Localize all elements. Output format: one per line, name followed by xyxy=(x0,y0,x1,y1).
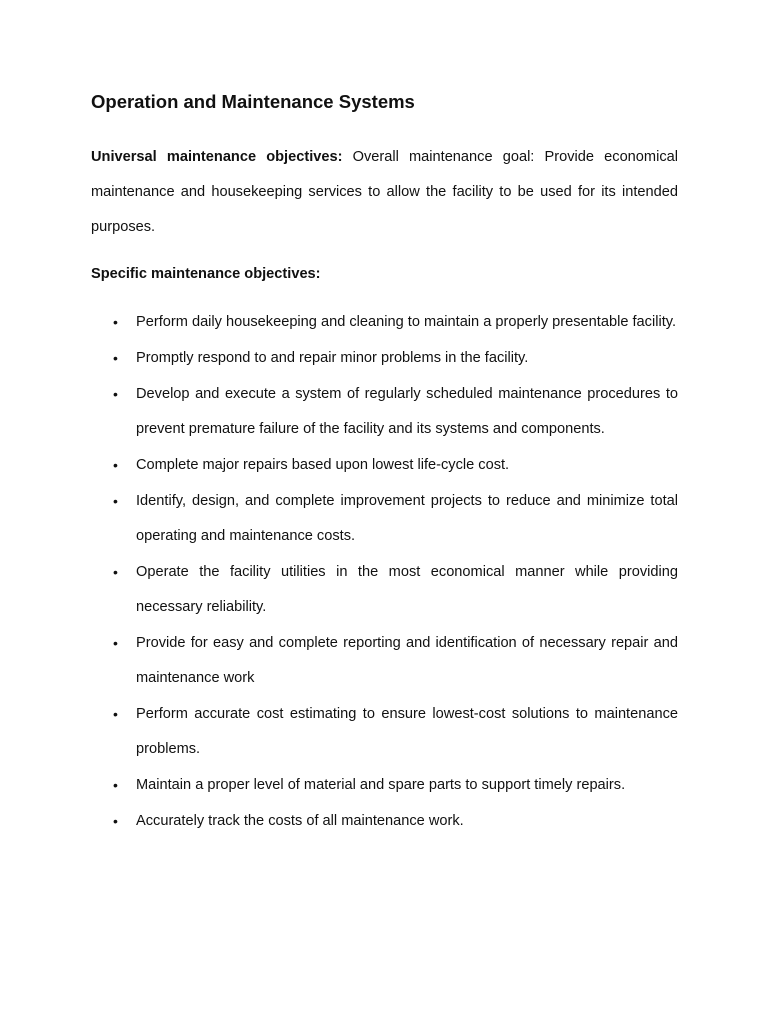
universal-objectives-text: Overall maintenance goal: Provide economical maintenance and housekeeping services to allow the facility to be used for its intended purposes. xyxy=(91,149,678,235)
bullet-icon: • xyxy=(113,635,118,651)
list-item xyxy=(91,305,678,340)
list-item xyxy=(91,484,678,554)
list-item xyxy=(91,768,678,803)
bullet-icon: • xyxy=(113,706,118,722)
bullet-icon: • xyxy=(113,813,118,829)
list-item xyxy=(91,804,678,839)
list-item xyxy=(91,626,678,696)
objective-text: Provide for easy and complete reporting and identification of necessary repair and maintenance work xyxy=(136,635,678,686)
objective-text: Accurately track the costs of all maintenance work. xyxy=(136,813,464,829)
list-item xyxy=(91,555,678,625)
bullet-icon: • xyxy=(113,777,118,793)
universal-objectives-paragraph xyxy=(91,140,678,245)
objectives-list xyxy=(91,305,678,840)
objective-text: Perform daily housekeeping and cleaning to maintain a properly presentable facility. xyxy=(136,314,677,330)
document-title: Operation and Maintenance Systems xyxy=(91,91,415,112)
objective-text: Operate the facility utilities in the most economical manner while providing necessary reliability. xyxy=(136,564,678,615)
bullet-icon: • xyxy=(113,386,118,402)
objective-text: Maintain a proper level of material and spare parts to support timely repairs. xyxy=(136,777,626,793)
bullet-icon: • xyxy=(113,493,118,509)
objective-text: Promptly respond to and repair minor problems in the facility. xyxy=(136,350,529,366)
bullet-icon: • xyxy=(113,564,118,580)
objective-text: Complete major repairs based upon lowest life-cycle cost. xyxy=(136,457,510,473)
objective-text: Perform accurate cost estimating to ensure lowest-cost solutions to maintenance problems. xyxy=(136,706,678,757)
specific-objectives-heading: Specific maintenance objectives: xyxy=(91,266,321,282)
list-item xyxy=(91,697,678,767)
bullet-icon: • xyxy=(113,314,118,330)
list-item xyxy=(91,341,678,376)
universal-objectives-label: Universal maintenance objectives: xyxy=(91,149,343,165)
bullet-icon: • xyxy=(113,350,118,366)
list-item xyxy=(91,448,678,483)
bullet-icon: • xyxy=(113,457,118,473)
list-item xyxy=(91,377,678,447)
objective-text: Identify, design, and complete improvement projects to reduce and minimize total operating and maintenance costs. xyxy=(136,493,678,544)
objective-text: Develop and execute a system of regularly scheduled maintenance procedures to prevent premature failure of the facility and its systems and components. xyxy=(136,386,678,437)
